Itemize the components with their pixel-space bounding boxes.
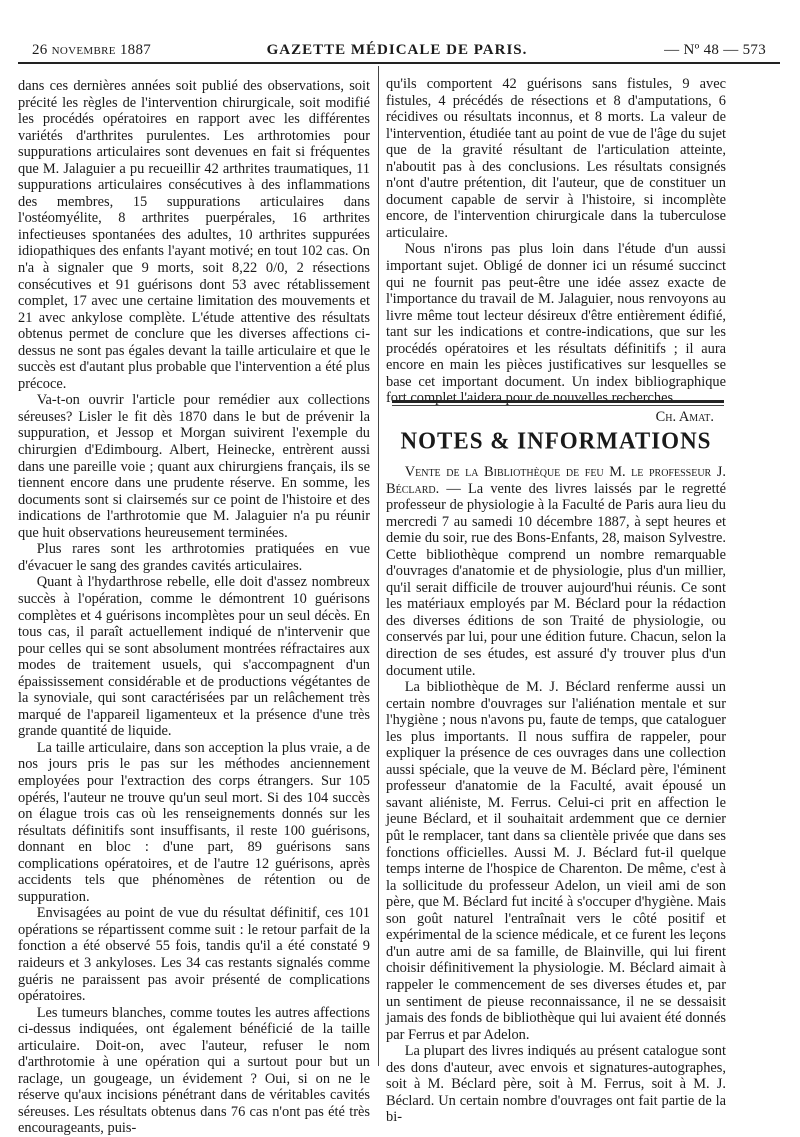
article-paragraph: dans ces dernières années soit publié des observations, soit précité les règles de l'intervention chirurgicale, soit modifié les procédés opératoires en rapport avec les différentes variétés d'arthrites purulentes. Les arthrotomies pour suppurations articulaires sont devenues en fait si fréquentes que M. Jalaguier a pu recueillir 42 arthrites traumatiques, 11 suppurations articulaires consécutives à des inflammations des membres, 15 suppurations articulaires dans l'ostéomyélite, 8 arthrites puerpérales, 16 arthrites infectieuses spontanées des adultes, 10 arthrites suppurées idiopathiques des enfants l'ayant motivé; en tout 102 cas. On n'a à signaler que 9 morts, soit 8,22 0/0, 2 résections consécutives et 91 guérisons dont 53 avec rétablissement complet, 17 avec une certaine limitation des mouvements et 21 avec ankylose complète. L'étude attentive des résultats obtenus permet de conclure que les diverses affections ci-dessus ne sont pas égales devant la taille articulaire et que le succès est d'autant plus probable que l'intervention a été plus précoce. <box>18 78 370 392</box>
page-number: — Nº 48 — 573 <box>664 42 766 58</box>
notice-heading: Vente de la Bibliothèque de feu M. le professeur J. Béclard. <box>386 464 726 497</box>
section-rule-thin <box>392 405 724 406</box>
article-paragraph: Plus rares sont les arthrotomies pratiquées en vue d'évacuer le sang des grandes cavités articulaires. <box>18 541 370 574</box>
header-rule <box>18 62 780 64</box>
issue-date-month: novembre <box>51 42 116 58</box>
issue-date-day: 26 <box>32 42 48 58</box>
notice-text: — La vente des livres laissés par le regretté professeur de physiologie à la Faculté de Paris aura lieu du mercredi 7 au samedi 10 décembre 1887, à sept heures et demie du soir, rue des Bons-Enfants, 28, maison Sylvestre. Cette bibliothèque comprend un nombre remarquable d'ouvrages d'anatomie et de physiologie, plus d'un millier, qu'il serait difficile de trouver aujourd'hui réunis. Ce sont les matériaux employés par M. Béclard pour la rédaction des diverses éditions de son Traité de physiologie, ou conservés par lui, pour une édition future. Chacun, selon la direction de ses études, est assuré d'y trouver plus d'un document utile. <box>386 480 726 679</box>
article-paragraph: Nous n'irons pas plus loin dans l'étude d'un aussi important sujet. Obligé de donner ici un résumé succinct qui ne fournit pas peut-être une idée assez exacte de l'importance du travail de M. Jalaguier, nous renvoyons au livre même tout lecteur désireux d'être entièrement édifié, tant sur les indications et contre-indications, que sur les procédés opératoires et les résultats définitifs ; il aura encore en main les pièces justificatives sur lesquelles se base cet important document. Un index bibliographique fort complet l'aidera pour de nouvelles recherches. <box>386 241 726 407</box>
notes-column <box>386 464 726 1126</box>
article-paragraph: Quant à l'hydarthrose rebelle, elle doit d'assez nombreux succès à l'opération, comme le démontrent 10 guérisons complètes et 4 guérisons incomplètes pour un seul décès. En tous cas, il paraît actuellement indiqué de n'intervenir que pour celles qui se sont absolument montrées réfractaires aux modes de traitement usuels, qui s'accompagnent d'un épaississement considérable et de productions végétantes de la synoviale, qui sont caractérisées par un relâchement très marqué de l'appareil ligamenteux et la présence d'une très grande quantité de liquide. <box>18 574 370 740</box>
right-column-article <box>386 76 726 425</box>
article-paragraph: Envisagées au point de vue du résultat définitif, ces 101 opérations se répartissent comme suit : le retour parfait de la fonction a été observé 55 fois, tandis qu'il a été constaté 9 raideurs et 3 ankyloses. Les 34 cas restants signalés comme guéris ne paraissent pas avoir présenté de complications opératoires. <box>18 905 370 1005</box>
notice-paragraph: La bibliothèque de M. J. Béclard renferme aussi un certain nombre d'ouvrages sur l'aliénation mentale et sur l'hygiène ; nous n'avons pu, faute de temps, que cataloguer les plus importants. Il nous suffira de rappeler, pour expliquer la présence de ces ouvrages dans une collection aussi spéciale, que la veuve de M. Béclard père, l'éminent professeur d'anatomie de la Faculté, avait épousé un savant aliéniste, M. Ferrus. Celui-ci prit en affection le jeune Béclard, et il souhaitait ardemment que ce dernier pût le remplacer, tant dans sa clientèle privée que dans ses fonctions officielles. Aussi M. J. Béclard fut-il quelque temps interne de l'hospice de Charenton. De même, c'est à la sollicitude du professeur Adelon, un vieil ami de son père, que M. Béclard fut incité à s'occuper d'hygiène. Mais son goût naturel l'entraînait vers le côté positif et expérimental de la science médicale, et ce furent les leçons d'un autre ami de sa famille, de Blainville, qui lui firent choisir définitivement la physiologie. M. Béclard aimait à rappeler le commencement de ses diverses études et, par un sentiment de pieuse reconnaissance, il ne se dessaisit jamais des fonds de bibliothèque qui lui avaient été donnés par Ferrus et par Adelon. <box>386 679 726 1043</box>
article-paragraph: Va-t-on ouvrir l'article pour remédier aux collections séreuses? Lisler le fit dès 1870 dans le but de prévenir la suppuration, et Jessop et Morgan suivirent l'exemple du chirurgien d'Edimbourg. Albert, Heinecke, entrèrent aussi dans une pareille voie ; quant aux chirurgiens français, ils se tiennent encore dans une prudente réserve. En somme, les documents sont si clairsemés sur ce point de l'histoire et des indications de l'arthrotomie que M. Jalaguier n'a pu réunir que huit observations heureusement terminées. <box>18 392 370 541</box>
journal-title: GAZETTE MÉDICALE DE PARIS. <box>266 42 528 58</box>
column-divider <box>378 66 379 1066</box>
author-signature: Ch. Amat. <box>655 408 714 425</box>
issue-date-year: 1887 <box>119 42 152 58</box>
article-paragraph: Les tumeurs blanches, comme toutes les autres affections ci-dessus indiquées, ont également bénéficié de la taille articulaire. Doit-on, avec l'auteur, refuser le nom d'arthrotomie à une opération qui a surtout pour but un raclage, un gougeage, un évidement ? Oui, si on ne le réserve qu'aux incisions pénétrant dans de véritables cavités séreuses. Les résultats obtenus dans 76 cas n'ont pas été très encourageants, puis- <box>18 1004 370 1137</box>
notice-paragraph: La plupart des livres indiqués au présent catalogue sont des dons d'auteur, avec envois et signatures-autographes, soit à M. Béclard père, soit à M. Ferrus, soit à M. J. Béclard. Un certain nombre d'ouvrages ont fait partie de la bi- <box>386 1043 726 1126</box>
left-column <box>18 78 370 1137</box>
notice-paragraph <box>386 464 726 679</box>
section-title: NOTES & INFORMATIONS <box>400 427 712 454</box>
section-rule-thick <box>392 400 724 403</box>
page-header <box>14 36 780 64</box>
article-paragraph: La taille articulaire, dans son acception la plus vraie, a de nos jours pris le pas sur les méthodes anciennement employées pour l'extraction des corps étrangers. Sur 105 opérés, l'auteur ne trouve qu'un seul mort. Si des 104 succès on élague trois cas où les renseignements donnés sur les résultats définitifs sont insuffisants, il reste 100 guérisons, donnant en bloc : d'une part, 89 guérisons sans complications opératoires, et de l'autre 12 guérisons, après accidents tels que phénomènes de rétention ou de suppuration. <box>18 739 370 905</box>
article-paragraph: qu'ils comportent 42 guérisons sans fistules, 9 avec fistules, 4 précédés de résections et 8 d'amputations, 6 récidives ou résultats inconnus, et 8 morts. La valeur de l'intervention, étudiée tant au point de vue de l'âge du sujet que de la gravité résultant de l'articulation atteinte, n'aboutit pas à des conclusions. Les résultats consignés n'ont d'autre prétention, dit l'auteur, que de constituer un document capable de servir à l'histoire, si incomplète encore, de l'intervention chirurgicale dans la tuberculose articulaire. <box>386 76 726 241</box>
